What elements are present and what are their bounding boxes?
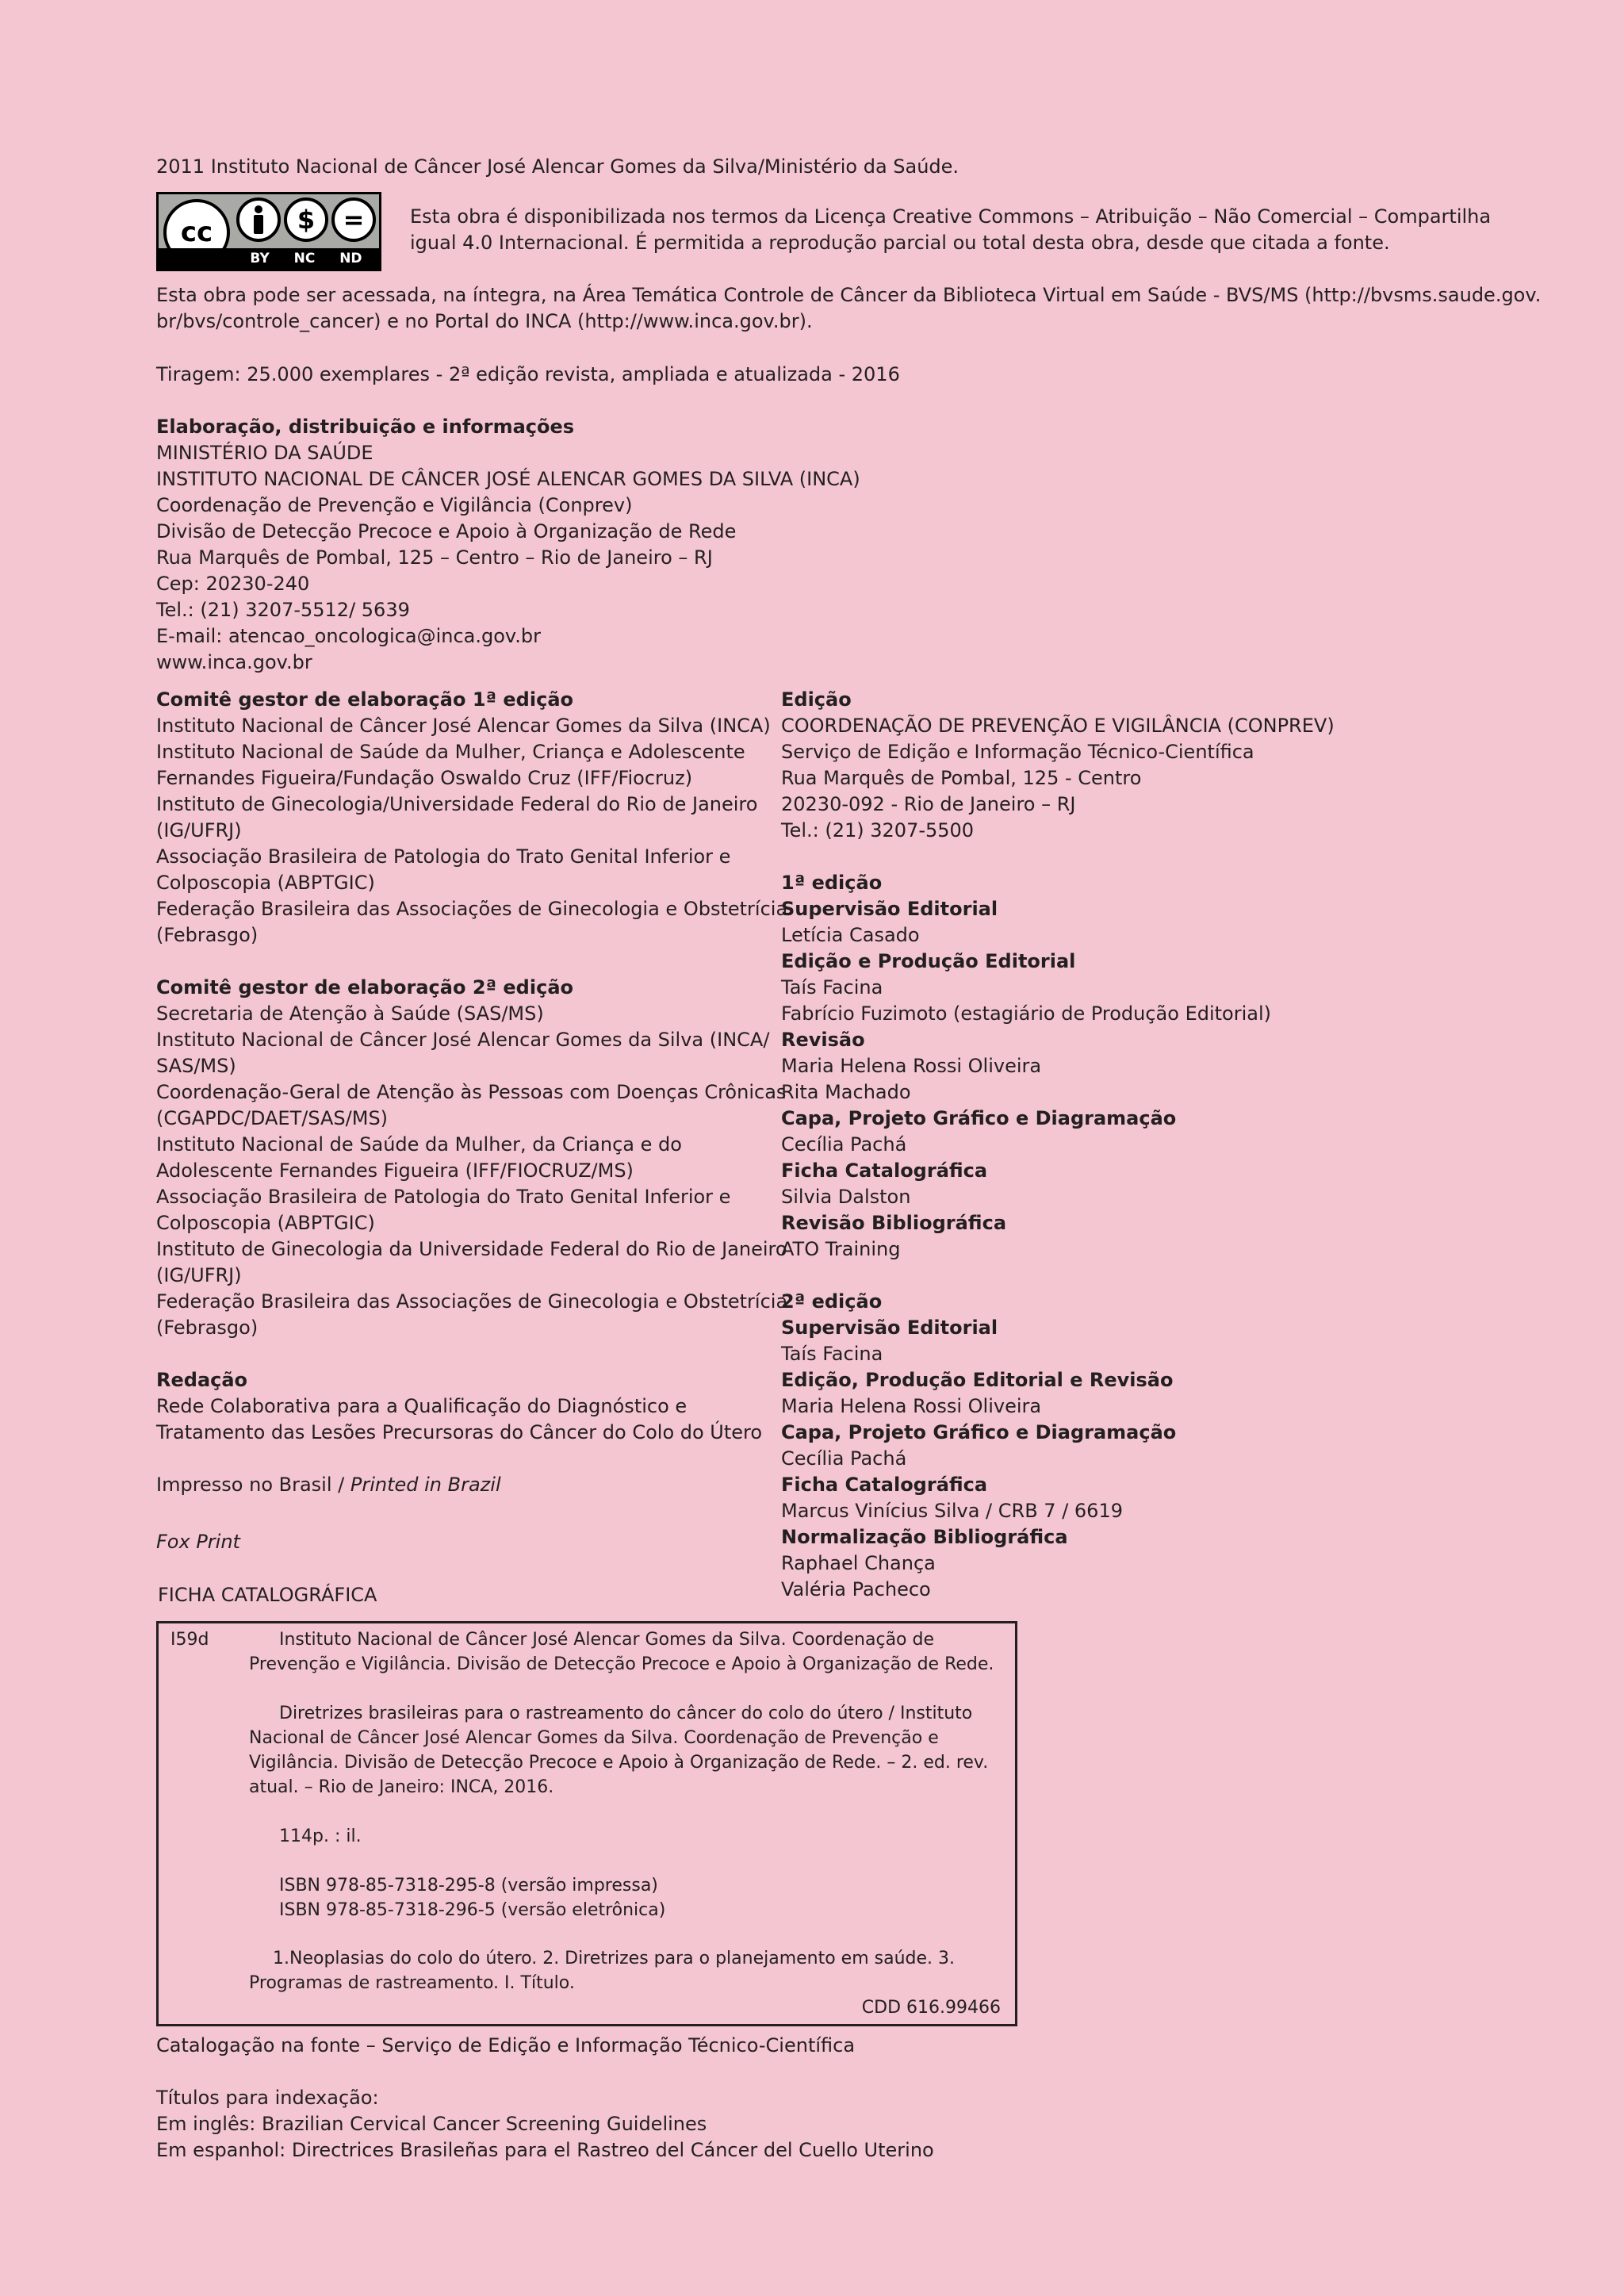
nc-label: NC bbox=[293, 251, 316, 266]
committee-1-heading: Comitê gestor de elaboração 1ª edição bbox=[156, 688, 573, 711]
credit-role: Ficha Catalográfica bbox=[781, 1159, 988, 1182]
elaboration-line: Divisão de Detecção Precoce e Apoio à Organização de Rede bbox=[156, 520, 737, 542]
committee-1-line: Instituto de Ginecologia/Universidade Federal do Rio de Janeiro bbox=[156, 793, 758, 815]
attribution-person-icon bbox=[236, 197, 281, 242]
credit-name: Letícia Casado bbox=[781, 924, 920, 946]
redaction-heading: Redação bbox=[156, 1369, 248, 1391]
credit-name: ATO Training bbox=[781, 1238, 901, 1260]
elaboration-heading: Elaboração, distribuição e informações bbox=[156, 416, 575, 438]
creative-commons-badge bbox=[156, 192, 381, 271]
credit-name: Maria Helena Rossi Oliveira bbox=[781, 1395, 1042, 1417]
edition-line: Rua Marquês de Pombal, 125 - Centro bbox=[781, 767, 1142, 789]
catalog-isbn-print: ISBN 978-85-7318-295-8 (versão impressa) bbox=[279, 1876, 658, 1895]
elaboration-line: Tel.: (21) 3207-5512/ 5639 bbox=[156, 599, 410, 621]
printer-name: Fox Print bbox=[156, 1531, 240, 1553]
committee-2-line: Associação Brasileira de Patologia do Trato Genital Inferior e bbox=[156, 1186, 731, 1208]
access-note bbox=[156, 282, 1541, 335]
credit-name: Taís Facina bbox=[781, 976, 883, 999]
elaboration-line: INSTITUTO NACIONAL DE CÂNCER JOSÉ ALENCAR GOMES DA SILVA (INCA) bbox=[156, 468, 860, 490]
committee-1-line: Instituto Nacional de Câncer José Alencar Gomes da Silva (INCA) bbox=[156, 715, 771, 737]
credit-role: Edição, Produção Editorial e Revisão bbox=[781, 1369, 1174, 1391]
committee-2-line: Instituto Nacional de Saúde da Mulher, da Criança e do bbox=[156, 1133, 682, 1156]
credit-name: Maria Helena Rossi Oliveira bbox=[781, 1055, 1042, 1077]
committee-1-line: (IG/UFRJ) bbox=[156, 819, 242, 841]
credit-role: Capa, Projeto Gráfico e Diagramação bbox=[781, 1421, 1177, 1443]
edition-2-heading: 2ª edição bbox=[781, 1290, 883, 1313]
credit-role: Revisão Bibliográfica bbox=[781, 1212, 1007, 1234]
credit-name: Rita Machado bbox=[781, 1081, 911, 1103]
elaboration-section bbox=[156, 414, 860, 676]
committee-2-line: (Febrasgo) bbox=[156, 1317, 259, 1339]
committee-2-line: (IG/UFRJ) bbox=[156, 1264, 242, 1286]
committee-1-line: Fernandes Figueira/Fundação Oswaldo Cruz (IFF/Fiocruz) bbox=[156, 767, 693, 789]
cataloging-source: Catalogação na fonte – Serviço de Edição e Informação Técnico-Científica bbox=[156, 2034, 856, 2056]
committee-2-line: Colposcopia (ABPTGIC) bbox=[156, 1212, 375, 1234]
credit-name: Raphael Chança bbox=[781, 1552, 936, 1574]
catalog-title: Diretrizes brasileiras para o rastreamento do câncer do colo do útero / Instituto Nacional de Câncer José Alencar Gomes da Silva. Coordenação de Prevenção e Vigilância. Divisão de Detecção Precoce e Apoio à Organização de Rede. – 2. ed. rev. atual. – Rio de Janeiro: INCA, 2016. bbox=[249, 1704, 989, 1797]
by-label: BY bbox=[250, 251, 270, 266]
cc-logo-text: cc bbox=[180, 216, 213, 248]
access-line: br/bvs/controle_cancer) e no Portal do INCA (http://www.inca.gov.br). bbox=[156, 310, 813, 332]
catalog-isbn-digital: ISBN 978-85-7318-296-5 (versão eletrônica) bbox=[279, 1900, 666, 1920]
redaction-line: Rede Colaborativa para a Qualificação do Diagnóstico e bbox=[156, 1395, 688, 1417]
committee-2-line: Adolescente Fernandes Figueira (IFF/FIOCRUZ/MS) bbox=[156, 1159, 634, 1182]
committee-1-line: (Febrasgo) bbox=[156, 924, 259, 946]
committee-2-heading: Comitê gestor de elaboração 2ª edição bbox=[156, 976, 573, 999]
printed-in-line bbox=[156, 1472, 787, 1498]
edition-heading: Edição bbox=[781, 688, 852, 711]
credit-role: Normalização Bibliográfica bbox=[781, 1526, 1068, 1548]
noncommercial-dollar-icon: $ bbox=[284, 197, 328, 242]
catalog-subjects: 1.Neoplasias do colo do útero. 2. Diretrizes para o planejamento em saúde. 3. Programas de rastreamento. I. Título. bbox=[249, 1949, 956, 1993]
left-column bbox=[156, 687, 787, 1555]
copyright-line: 2011 Instituto Nacional de Câncer José Alencar Gomes da Silva/Ministério da Saúde. bbox=[156, 155, 959, 178]
edition-line: COORDENAÇÃO DE PREVENÇÃO E VIGILÂNCIA (CONPREV) bbox=[781, 715, 1335, 737]
catalog-author: Instituto Nacional de Câncer José Alencar Gomes da Silva. Coordenação de Prevenção e Vigilância. Divisão de Detecção Precoce e Apoio à Organização de Rede. bbox=[249, 1630, 994, 1674]
edition-line: Serviço de Edição e Informação Técnico-Científica bbox=[781, 741, 1254, 763]
edition-1-heading: 1ª edição bbox=[781, 872, 883, 894]
credit-role: Supervisão Editorial bbox=[781, 898, 998, 920]
noderivatives-equals-icon: = bbox=[331, 197, 376, 242]
credit-role: Edição e Produção Editorial bbox=[781, 950, 1076, 972]
catalog-footer bbox=[156, 2033, 934, 2164]
print-run-line: Tiragem: 25.000 exemplares - 2ª edição revista, ampliada e atualizada - 2016 bbox=[156, 363, 900, 385]
credit-name: Silvia Dalston bbox=[781, 1186, 911, 1208]
credit-name: Cecília Pachá bbox=[781, 1447, 907, 1470]
committee-1-line: Colposcopia (ABPTGIC) bbox=[156, 872, 375, 894]
committee-1-line: Instituto Nacional de Saúde da Mulher, Criança e Adolescente bbox=[156, 741, 745, 763]
credit-role: Capa, Projeto Gráfico e Diagramação bbox=[781, 1107, 1177, 1129]
license-line: igual 4.0 Internacional. É permitida a reprodução parcial ou total desta obra, desde que citada a fonte. bbox=[410, 232, 1390, 254]
license-line: Esta obra é disponibilizada nos termos da Licença Creative Commons – Atribuição – Não Comercial – Compartilha bbox=[410, 205, 1492, 228]
edition-line: 20230-092 - Rio de Janeiro – RJ bbox=[781, 793, 1076, 815]
committee-2-line: SAS/MS) bbox=[156, 1055, 236, 1077]
committee-2-line: Instituto Nacional de Câncer José Alencar Gomes da Silva (INCA/ bbox=[156, 1029, 770, 1051]
indexing-english: Em inglês: Brazilian Cervical Cancer Screening Guidelines bbox=[156, 2113, 707, 2135]
credit-role: Ficha Catalográfica bbox=[781, 1474, 988, 1496]
credit-name: Valéria Pacheco bbox=[781, 1578, 931, 1600]
right-column bbox=[781, 687, 1335, 1603]
committee-1-line: Associação Brasileira de Patologia do Trato Genital Inferior e bbox=[156, 845, 731, 868]
access-line: Esta obra pode ser acessada, na íntegra, na Área Temática Controle de Câncer da Biblioteca Virtual em Saúde - BVS/MS (http://bvsms.saude.gov. bbox=[156, 284, 1542, 306]
elaboration-line: Cep: 20230-240 bbox=[156, 573, 310, 595]
elaboration-line: Rua Marquês de Pombal, 125 – Centro – Rio de Janeiro – RJ bbox=[156, 546, 713, 569]
printed-in-english: Printed in Brazil bbox=[350, 1474, 501, 1496]
indexing-heading: Títulos para indexação: bbox=[156, 2087, 379, 2109]
indexing-spanish: Em espanhol: Directrices Brasileñas para el Rastreo del Cáncer del Cuello Uterino bbox=[156, 2139, 934, 2161]
catalog-card-label: FICHA CATALOGRÁFICA bbox=[158, 1584, 377, 1606]
catalog-pages: 114p. : il. bbox=[279, 1826, 362, 1846]
committee-1-line: Federação Brasileira das Associações de Ginecologia e Obstetrícia bbox=[156, 898, 788, 920]
nd-label: ND bbox=[339, 251, 362, 266]
credit-name: Cecília Pachá bbox=[781, 1133, 907, 1156]
edition-line: Tel.: (21) 3207-5500 bbox=[781, 819, 975, 841]
credit-name: Fabrício Fuzimoto (estagiário de Produção Editorial) bbox=[781, 1002, 1272, 1025]
credit-name: Taís Facina bbox=[781, 1343, 883, 1365]
credit-role: Revisão bbox=[781, 1029, 865, 1051]
redaction-line: Tratamento das Lesões Precursoras do Câncer do Colo do Útero bbox=[156, 1421, 763, 1443]
elaboration-line: MINISTÉRIO DA SAÚDE bbox=[156, 442, 373, 464]
committee-2-line: Federação Brasileira das Associações de Ginecologia e Obstetrícia bbox=[156, 1290, 788, 1313]
credit-name: Marcus Vinícius Silva / CRB 7 / 6619 bbox=[781, 1500, 1123, 1522]
credit-role: Supervisão Editorial bbox=[781, 1317, 998, 1339]
catalog-cdd: CDD 616.99466 bbox=[861, 1998, 1001, 2018]
committee-2-line: Secretaria de Atenção à Saúde (SAS/MS) bbox=[156, 1002, 544, 1025]
elaboration-line: www.inca.gov.br bbox=[156, 651, 312, 673]
committee-2-line: (CGAPDC/DAET/SAS/MS) bbox=[156, 1107, 389, 1129]
committee-2-line: Instituto de Ginecologia da Universidade Federal do Rio de Janeiro bbox=[156, 1238, 787, 1260]
catalog-card bbox=[156, 1621, 1017, 2026]
committee-2-line: Coordenação-Geral de Atenção às Pessoas com Doenças Crônicas bbox=[156, 1081, 787, 1103]
elaboration-line: E-mail: atencao_oncologica@inca.gov.br bbox=[156, 625, 541, 647]
license-type-labels bbox=[238, 249, 374, 268]
printed-in-prefix: Impresso no Brasil / bbox=[156, 1474, 350, 1496]
license-text bbox=[410, 204, 1492, 256]
call-number: I59d bbox=[170, 1630, 209, 1650]
elaboration-line: Coordenação de Prevenção e Vigilância (Conprev) bbox=[156, 494, 633, 516]
